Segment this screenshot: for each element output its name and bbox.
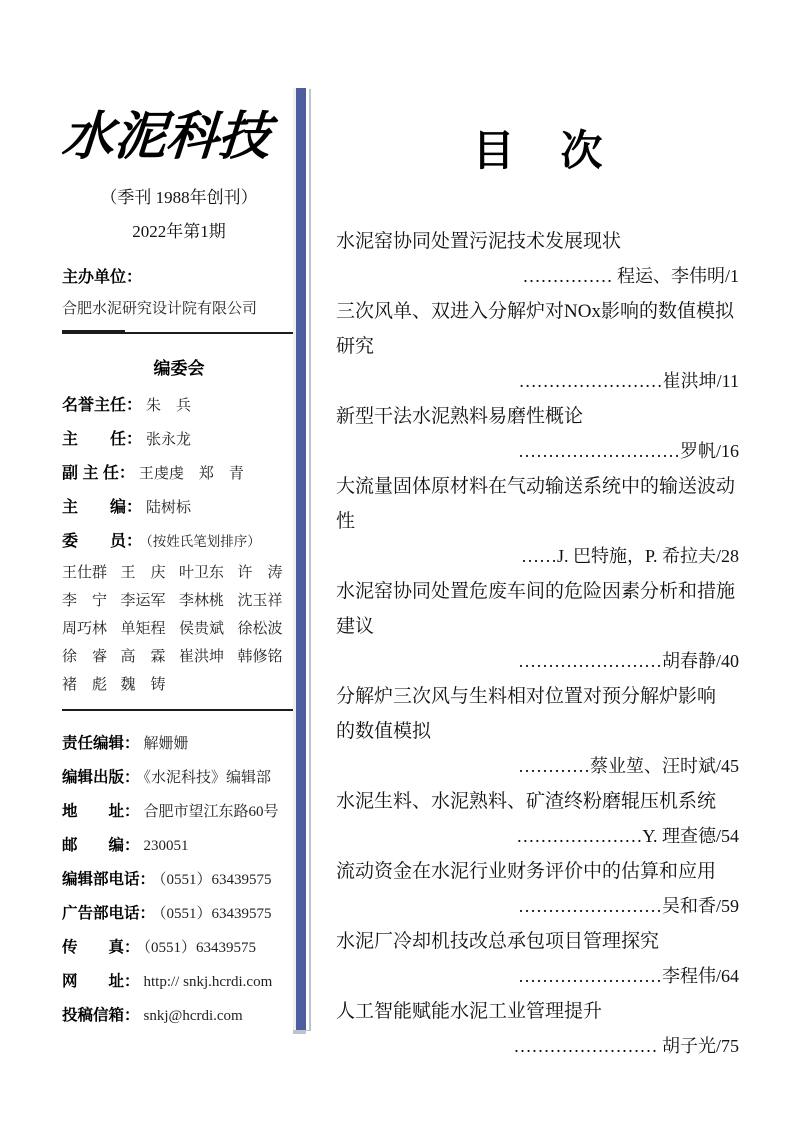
toc-author-page-ref: …………… 程运、李伟明/1 (522, 266, 739, 286)
publication-info-value: 解姗姗 (143, 736, 189, 753)
toc-entry (336, 784, 741, 854)
member-name: 沈玉祥 (237, 593, 283, 610)
toc-author-page-ref: …………………… 胡子光/75 (513, 1036, 739, 1056)
toc-author-page-ref: ……………………李程伟/64 (517, 966, 739, 986)
board-role-row (62, 423, 296, 457)
journal-info-panel (59, 100, 296, 1033)
publication-info-value: 合肥市望江东路60号 (143, 804, 279, 821)
member-name: 褚 彪 (62, 677, 108, 694)
publication-info-row (62, 931, 296, 965)
toc-author-page-ref: ……………………崔洪坤/11 (518, 371, 739, 391)
member-name: 李 宁 (62, 593, 108, 610)
board-role-value: 陆树标 (146, 500, 192, 517)
publication-info-value: 230051 (143, 838, 189, 855)
horizontal-rule-top (62, 332, 296, 334)
toc-author-page-ref: ……………………胡春静/40 (517, 651, 739, 671)
toc-article-title: 水泥厂冷却机技改总承包项目管理探究 (336, 931, 660, 952)
member-name: 李运军 (120, 593, 166, 610)
member-name: 许 涛 (237, 565, 283, 582)
member-name: 韩修铭 (237, 649, 283, 666)
board-role-row (62, 491, 296, 525)
toc-entry (336, 679, 741, 784)
toc-entry (336, 224, 741, 294)
board-role-label: 主 编： (62, 499, 143, 517)
publication-info-label: 地 址： (62, 803, 140, 821)
toc-entry (336, 574, 741, 679)
board-role-value: 张永龙 (146, 432, 192, 449)
publication-info-label: 传 真： (62, 939, 140, 957)
journal-subtitle: （季刊 1988年创刊） (100, 188, 258, 208)
journal-issue: 2022年第1期 (132, 222, 226, 242)
board-role-label: 委 员： (62, 533, 143, 551)
editorial-board-header: 编委会 (153, 359, 205, 379)
toc-title: 目 次 (472, 129, 605, 175)
member-name: 王仕群 (62, 565, 108, 582)
publication-info-value: （0551）63439575 (143, 940, 257, 957)
journal-title: 水泥科技 (59, 106, 273, 167)
board-role-value: 王虔虔 郑 青 (138, 466, 244, 483)
publication-info-value: 《水泥科技》编辑部 (143, 770, 272, 787)
editorial-board-members (62, 564, 296, 695)
member-name: 周巧林 (62, 621, 108, 638)
toc-article-title: 的数值模拟 (336, 721, 432, 742)
toc-article-title: 水泥生料、水泥熟料、矿渣终粉磨辊压机系统 (336, 791, 717, 812)
board-role-row (62, 389, 296, 423)
publication-info-row (62, 795, 296, 829)
board-role-label: 主 任： (62, 431, 143, 449)
member-name: 王 庆 (120, 565, 166, 582)
publication-info (62, 727, 296, 1033)
toc-panel (336, 118, 741, 1064)
toc-author-page-ref: …………………Y. 理查德/54 (516, 826, 739, 846)
toc-article-title: 流动资金在水泥行业财务评价中的估算和应用 (336, 861, 717, 882)
toc-author-page-ref: ………………………罗帆/16 (517, 441, 739, 461)
board-role-row (62, 525, 296, 558)
publication-info-row (62, 999, 296, 1033)
board-role-value: 朱 兵 (146, 398, 192, 415)
toc-article-title: 分解炉三次风与生料相对位置对预分解炉影响 (336, 686, 717, 707)
publication-info-label: 编辑出版： (62, 769, 140, 787)
publication-info-row (62, 897, 296, 931)
toc-entry (336, 469, 741, 574)
toc-entry-list (336, 224, 741, 1064)
member-name: 徐松波 (237, 621, 283, 638)
toc-article-title: 人工智能赋能水泥工业管理提升 (336, 1001, 603, 1022)
toc-author-page-ref: …………蔡业堃、汪时斌/45 (517, 756, 739, 776)
toc-entry (336, 294, 741, 399)
member-name: 高 霖 (120, 649, 166, 666)
publication-info-label: 邮 编： (62, 837, 140, 855)
organizer-name: 合肥水泥研究设计院有限公司 (62, 301, 258, 318)
board-role-value: （按姓氏笔划排序） (146, 534, 261, 550)
toc-article-title: 大流量固体原材料在气动输送系统中的输送波动性 (336, 476, 736, 532)
toc-article-title: 水泥窑协同处置污泥技术发展现状 (336, 231, 622, 252)
toc-author-page-ref: ……………………吴和香/59 (517, 896, 739, 916)
publication-info-value: （0551）63439575 (159, 872, 272, 889)
toc-article-title: 三次风单、双进入分解炉对NOx影响的数值模拟研究 (336, 301, 734, 357)
toc-entry (336, 399, 741, 469)
toc-entry (336, 994, 741, 1064)
editorial-board-roles (62, 389, 296, 558)
publication-info-label: 广告部电话： (62, 905, 156, 923)
toc-author-page-ref: ……J. 巴特施，P. 希拉夫/28 (520, 546, 739, 566)
organizer-label: 主办单位： (62, 269, 143, 287)
board-role-label: 名誉主任： (62, 397, 143, 415)
board-role-row (62, 457, 296, 491)
publication-info-value: snkj@hcrdi.com (143, 1008, 243, 1025)
member-name: 徐 睿 (62, 649, 108, 666)
publication-info-value: http:// snkj.hcrdi.com (143, 974, 273, 991)
member-name: 单矩程 (120, 621, 166, 638)
publication-info-row (62, 863, 296, 897)
toc-entry (336, 854, 741, 924)
publication-info-label: 投稿信箱： (62, 1007, 140, 1025)
member-name: 李林桃 (179, 593, 225, 610)
member-name: 魏 铸 (120, 677, 166, 694)
publication-info-label: 编辑部电话： (62, 871, 156, 889)
publication-info-row (62, 727, 296, 761)
toc-article-title: 新型干法水泥熟料易磨性概论 (336, 406, 584, 427)
publication-info-row (62, 965, 296, 999)
publication-info-label: 网 址： (62, 973, 140, 991)
horizontal-rule-bottom (62, 709, 296, 711)
publication-info-value: （0551）63439575 (159, 906, 272, 923)
board-role-label: 副 主 任： (62, 465, 135, 483)
publication-info-row (62, 829, 296, 863)
toc-entry (336, 924, 741, 994)
toc-article-title: 水泥窑协同处置危废车间的危险因素分析和措施建议 (336, 581, 736, 637)
publication-info-label: 责任编辑： (62, 735, 140, 753)
member-name: 叶卫东 (179, 565, 225, 582)
member-name: 侯贵斌 (179, 621, 225, 638)
publication-info-row (62, 761, 296, 795)
member-name: 崔洪坤 (179, 649, 225, 666)
vertical-divider-bar (293, 88, 306, 1030)
